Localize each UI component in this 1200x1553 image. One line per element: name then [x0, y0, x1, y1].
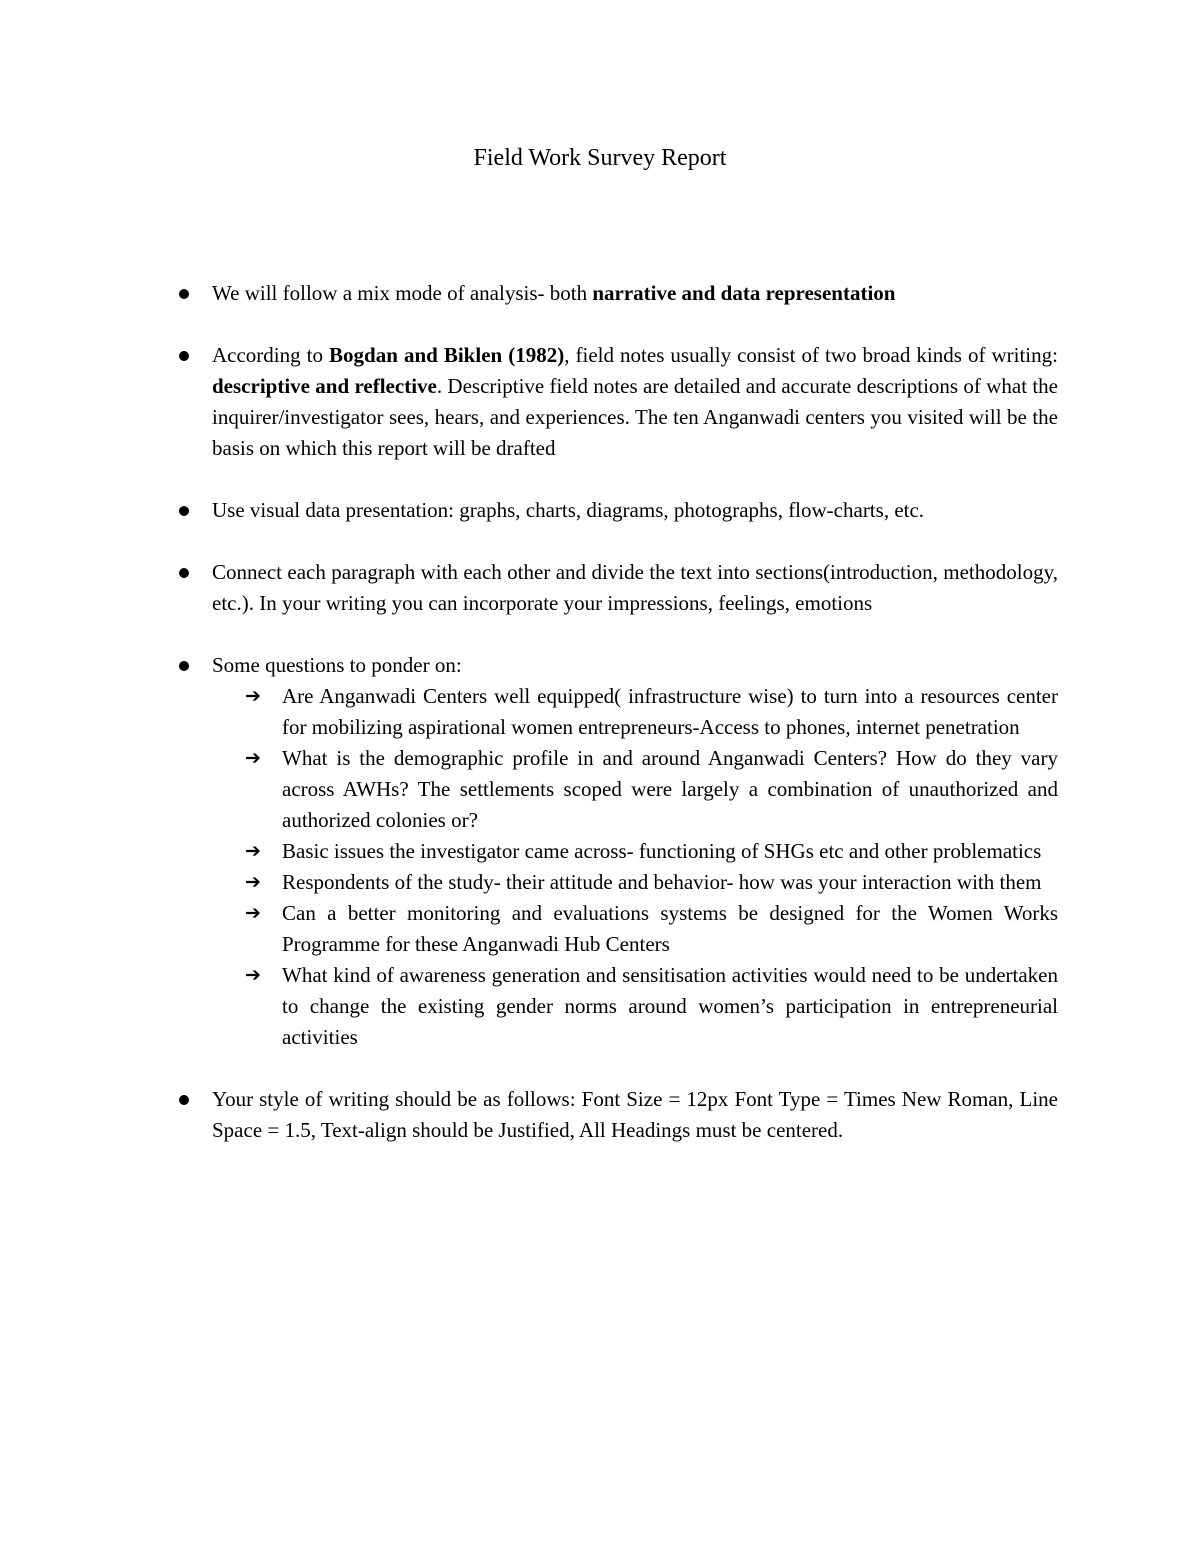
document-title: Field Work Survey Report [473, 145, 727, 171]
bullet-dot-icon [179, 568, 189, 578]
right-arrow-icon: ➔ [245, 747, 261, 769]
bullet-dot-icon [179, 1095, 189, 1105]
bullet-list [212, 278, 1058, 1177]
bullet-text: . Descriptive field notes are detailed and accurate descriptions of what the inquirer/investigator sees, hears, and experiences. The ten Anganwadi centers you visited will be the basis on which this report will be drafted [212, 374, 1058, 460]
question-item [245, 743, 1058, 836]
question-text: Basic issues the investigator came across- functioning of SHGs etc and other problematics [282, 839, 1042, 863]
bullet-text: Use visual data presentation: graphs, charts, diagrams, photographs, flow-charts, etc. [212, 498, 925, 522]
right-arrow-icon: ➔ [245, 964, 261, 986]
bullet-item-connect-paragraphs [212, 557, 1058, 619]
question-item [245, 867, 1058, 898]
right-arrow-icon: ➔ [245, 871, 261, 893]
bullet-dot-icon [179, 661, 189, 671]
bullet-text: Your style of writing should be as follows: Font Size = 12px Font Type = Times New Roman, Line Space = 1.5, Text-align should be Justified, All Headings must be centered. [212, 1087, 1058, 1142]
question-item [245, 681, 1058, 743]
bullet-item-analysis-mode [212, 278, 1058, 309]
bullet-text: We will follow a mix mode of analysis- both [212, 281, 593, 305]
question-item [245, 836, 1058, 867]
bullet-bold-text: narrative and data representation [592, 281, 896, 305]
right-arrow-icon: ➔ [245, 902, 261, 924]
question-text: What kind of awareness generation and sensitisation activities would need to be undertaken to change the existing gender norms around women’s participation in entrepreneurial activities [282, 963, 1058, 1049]
bullet-item-writing-style [212, 1084, 1058, 1146]
bullet-text: Connect each paragraph with each other and divide the text into sections(introduction, methodology, etc.). In your writing you can incorporate your impressions, feelings, emotions [212, 560, 1058, 615]
bullet-bold-text: descriptive and reflective [212, 374, 437, 398]
question-item [245, 960, 1058, 1053]
bullet-dot-icon [179, 506, 189, 516]
bullet-item-questions [212, 650, 1058, 1053]
bullet-item-field-notes [212, 340, 1058, 464]
question-list [212, 681, 1058, 1053]
question-text: What is the demographic profile in and around Anganwadi Centers? How do they vary across AWHs? The settlements scoped were largely a combination of unauthorized and authorized colonies or? [282, 746, 1058, 832]
bullet-text: , field notes usually consist of two broad kinds of writing: [564, 343, 1058, 367]
bullet-dot-icon [179, 351, 189, 361]
question-text: Are Anganwadi Centers well equipped( infrastructure wise) to turn into a resources center for mobilizing aspirational women entrepreneurs-Access to phones, internet penetration [282, 684, 1058, 739]
question-text: Respondents of the study- their attitude and behavior- how was your interaction with them [282, 870, 1042, 894]
bullet-item-visual-data [212, 495, 1058, 526]
right-arrow-icon: ➔ [245, 840, 261, 862]
right-arrow-icon: ➔ [245, 685, 261, 707]
bullet-bold-text: Bogdan and Biklen (1982) [329, 343, 565, 367]
question-text: Can a better monitoring and evaluations systems be designed for the Women Works Programme for these Anganwadi Hub Centers [282, 901, 1058, 956]
question-item [245, 898, 1058, 960]
bullet-text: According to [212, 343, 330, 367]
bullet-text: Some questions to ponder on: [212, 653, 462, 677]
bullet-dot-icon [179, 289, 189, 299]
